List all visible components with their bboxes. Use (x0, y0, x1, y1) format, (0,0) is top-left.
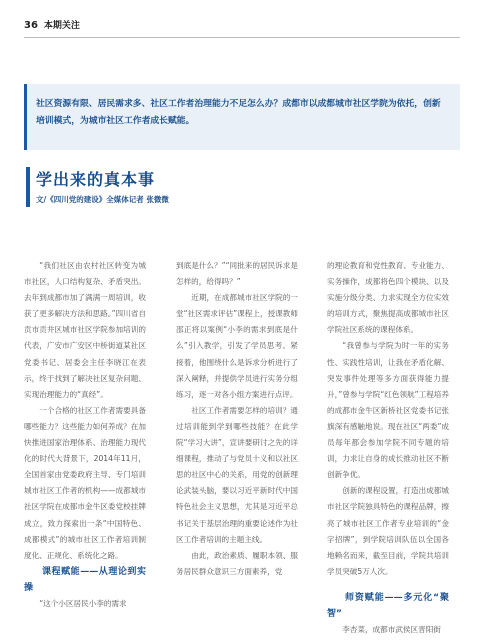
article-byline: 文/《四川党的建设》全媒体记者 张微微 (36, 195, 169, 204)
paragraph: “这个小区居民小李的需求 (39, 598, 127, 608)
lead-text: 社区资源有限、居民需求多、社区工作者治理能力不足怎么办？成都市以成都城市社区学院为依托，创新培训模式，为城市社区工作者成长赋能。 (36, 99, 441, 126)
paragraph: 创新的课程设置，打造出成都城市社区学院独具特色的课程品牌，擦亮了城市社区工作者专业培训的“金字招牌”，到学院培训队伍以全国各地赖名而来，截至目前，学院共培训学员突破5万人次。 (327, 486, 449, 576)
paragraph: 一个合格的社区工作者需要具备哪些能力？这些能力如何养成？在加快推进国家治理体系、治理能力现代化的时代大背景下，2014年11月，全国首家由党委政府主导、专门培训城市社区工作者的机构——成都城市社区学院在成都市金牛区委党校挂牌成立，致力探索出一条“中国特色、成都模式”的城市社区工作者培训制度化、正规化、系统化之路。 (24, 405, 146, 560)
paragraph: 社区工作者需要怎样的培训？通过培训能到学到哪些技能？在此学院“学习大讲”，宣讲要研讨之先的详细课程，推动了与党员十义和以社区思的社区中心的关系，用党的创新理论武装头脑，要以习近平新时代中国特色社会主义思想，尤其是习近平总书记关于基层治理的重要论述作为社区工作者培训的主题主线。 (176, 405, 298, 544)
paragraph: 到底是什么？”“同批来的居民诉求是怎样的，给得吗？” (176, 261, 298, 287)
column-2 (176, 258, 298, 580)
subheading: 师资赋能——多元化“聚智” (327, 592, 449, 619)
header-rule (24, 37, 460, 38)
article-title: 学出来的真本事 (36, 170, 156, 189)
section-name: 本期关注 (43, 21, 80, 31)
paragraph: 李杏菜，成都市武侯区晋阳街 (342, 625, 441, 635)
paragraph: 由此，政治素质、履职本领、服务居民群众意识三方面素养，党 (176, 550, 298, 576)
subheading: 课程赋能——从理论到实操 (24, 566, 146, 593)
paragraph: “我们社区由农村社区转变为城市社区，人口结构复杂、矛盾突出。去年到成都市加了满满一周培训，收获了更多解决方法和思路。”四川省自贡市贡井区城市社区学院参加培训的代表，广安市广安区中桥街道某社区党委书记、居委会主任李晓江在表示，终于找到了解决社区复杂问题、实现治理能力的“真经”。 (24, 261, 146, 399)
paragraph: 近期，在成都城市社区学院的一堂“社区需求评估”课程上，授课教师邵正将以案例“小李的需求到底是什么”引入教学，引发了学员思考。紧接着，他围绕什么是诉求分析进行了深入阐释，并提供学员进行实务分组练习，逐一对各小组方案进行点评。 (176, 293, 298, 399)
column-3 (327, 258, 449, 638)
page-header (24, 18, 80, 31)
page-number: 36 (24, 20, 38, 31)
paragraph: “我曾参与学院为时一年的实务性、实践性培训，让我在矛盾化解、突发事件处理等多方面获得能力提升，”曾参与学院“红色领航”工程培养的成都市金牛区新桥社区党委书记张旗深有感触地说。现在社区“两委”成员每年都会参加学院不同专题的培训，力求让自身的成长推动社区不断创新争优。 (327, 341, 449, 480)
column-1 (24, 258, 146, 612)
title-accent-bar (26, 167, 30, 207)
paragraph: 的理论教育和党性教育、专业能力、实务操作，成都将色四个模块、以及实施分级分类、力求实现全方位实效的培训方式，聚焦提高成都城市社区学院社区系统的课程体系。 (327, 261, 449, 335)
